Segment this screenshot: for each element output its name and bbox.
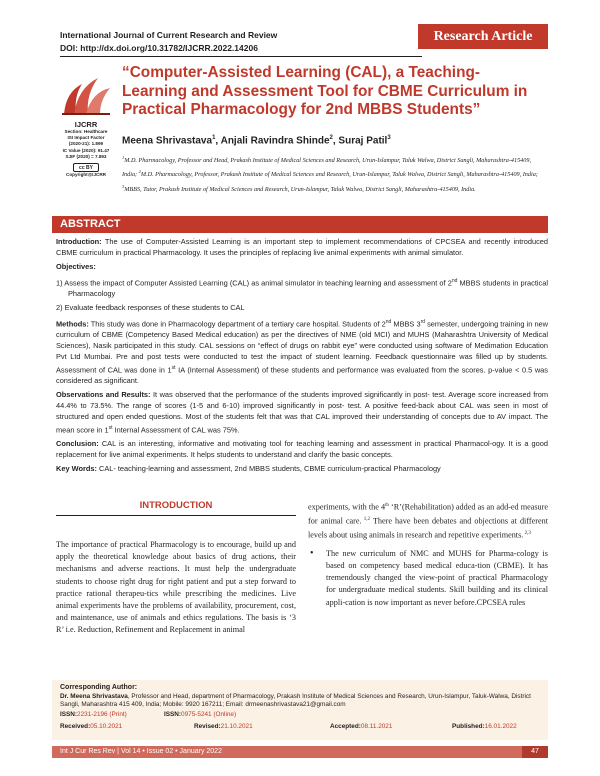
affiliation-mark: 1 <box>122 155 125 160</box>
objective-item <box>56 303 548 314</box>
author-name: Suraj Patil <box>338 135 388 147</box>
section-text: CAL is an interesting, informative and motivating tool for teaching learning and assessment in practical Pharmacol-ogy. It is a good replacement for live animal experiments. It helps students to understand and clarify the basic concepts. <box>56 439 548 460</box>
metric-line: SJIF (2020) = 7.893 <box>65 153 107 159</box>
abstract-keywords <box>56 464 548 475</box>
date-label: Accepted: <box>330 722 361 730</box>
section-label: Key Words: <box>56 464 97 474</box>
section-text: semester, undergoing training in new curriculum of CBME (Competency Based Medical education) as per the directives of NME (old MCI) and MUHS (Maharashtra University of Medical Sciences), Nasik participated in this study. CAL sessions on “effect of drugs on rabbit eye” were conducted using software of Medimation Education Pvt Ltd Mumbai. Pre and post tests were conducted to test the impact of student learning. Feedback questionnaire was filled up by students. Assessment of CAL was done in 1 <box>56 319 549 375</box>
abstract-body <box>56 237 548 478</box>
article-type-badge: Research Article <box>418 24 548 49</box>
journal-name: International Journal of Current Research and Review <box>60 30 278 40</box>
section-label: Objectives: <box>56 261 96 271</box>
citation-sup: 2,3 <box>523 530 531 536</box>
copyright-line: Copyright@IJCRR <box>66 172 106 178</box>
doi-link[interactable]: DOI: http://dx.doi.org/10.31782/IJCRR.2022.14206 <box>60 43 258 53</box>
ordinal-sup: st <box>108 425 113 431</box>
introduction-paragraph: The importance of practical Pharmacology is to encourage, build up and apply the theoretical knowledge about basics of drug actions, their mechanisms and adverse reactions. It must help the undergraduate students to choose right drug for right patient and put a step forward to practice rational therapeu-tics while prescribing the medicines. Live animal experiments have the problems of availability, procurement, cost, and maintenance, use of animals and ethics regulations. The basis is ‘3 R’ i.e. Reduction, Refinement and Replacement in animal <box>56 540 296 635</box>
abstract-heading: ABSTRACT <box>52 216 548 233</box>
abstract-results <box>56 390 548 436</box>
page-number: 47 <box>522 746 548 758</box>
issn-label: ISSN: <box>164 710 182 718</box>
objective-item <box>56 276 548 300</box>
introduction-continued <box>308 500 548 542</box>
affiliations <box>122 152 547 195</box>
author-separator: , <box>215 135 221 147</box>
ordinal-sup: nd <box>451 277 458 284</box>
ordinal-sup: th <box>385 503 389 508</box>
ordinal-sup: rd <box>420 318 426 325</box>
footer-citation: Int J Cur Res Rev | Vol 14 • Issue 02 • January 2022 <box>52 746 522 758</box>
section-label: Conclusion: <box>56 439 99 449</box>
affiliation-text: MBBS, Tutor, Prakash Institute of Medical Sciences and Research, Urun-Islampur, Taluk Walwa, District Sangli, Maharashtra-415409, India. <box>124 185 476 193</box>
date-label: Revised: <box>194 722 221 730</box>
body-text: There have been debates and objections at different levels about using animals in research and repetitive experiments. <box>308 516 549 540</box>
received-date: 05.10.2021 <box>90 722 123 730</box>
abstract-introduction <box>56 237 548 259</box>
introduction-left-column <box>56 500 296 637</box>
citation-sup: 1,2 <box>361 516 371 522</box>
section-text: The use of Computer-Assisted Learning is an important step to implement recommendations of CPCSEA and recently introduced CBME curriculum in practical Pharmacology. It uses the principles of replacing live animal experiments with animal simulator. <box>56 237 548 257</box>
introduction-heading: INTRODUCTION <box>139 500 213 511</box>
introduction-right-column <box>308 500 548 609</box>
author-name: Anjali Ravindra Shinde <box>220 135 330 147</box>
issn-label: ISSN: <box>60 710 78 718</box>
objective-text: 2) Evaluate feedback responses of these students to CAL <box>56 303 245 312</box>
affiliation-mark: 2 <box>138 169 141 175</box>
metric-line: Section: Healthcare <box>64 129 108 134</box>
published-date: 16.01.2022 <box>484 722 517 730</box>
section-label: Introduction: <box>56 237 102 246</box>
affiliation-mark: 1 <box>212 135 216 141</box>
date-label: Published: <box>452 722 485 730</box>
body-text: experiments, with the 4 <box>308 502 386 512</box>
dates-row <box>60 723 540 734</box>
introduction-divider <box>56 515 296 516</box>
objective-text: 1) Assess the impact of Computer Assisted Learning (CAL) as animal simulator in teaching learning and assessment of 2 <box>56 278 452 288</box>
affiliation-text: M.D. Pharmacology, Professor and Head, Prakash Institute of Medical Sciences and Research, Urun-Islampur, Taluk Walwa, District Sangli, Maharashtra-415409, India; <box>122 157 531 179</box>
corresponding-label: Corresponding Author: <box>60 684 138 691</box>
corresponding-author-details: , Professor and Head, department of Pharmacology, Prakash Institute of Medical Sciences and Research, Urun-Islampur, Taluk-Walwa, District Sangli, Maharashtra 415 409, India; Mobile: 9920 167211; Email: drmeenashrivastava21@gmail.com <box>60 692 531 709</box>
section-text: This study was done in Pharmacology department of a tertiary care hospital. Students of 2 <box>88 319 386 329</box>
corresponding-author-name: Dr. Meena Shrivastava <box>60 692 128 700</box>
issn-row <box>60 711 540 722</box>
header-divider <box>60 56 422 57</box>
issn-print: 2231-2196 (Print) <box>77 710 127 718</box>
article-title: “Computer-Assisted Learning (CAL), a Teaching-Learning and Assessment Tool for CBME Curriculum in Practical Pharmacology for 2nd MBBS Students” <box>122 64 528 118</box>
section-text: It was observed that the performance of the students improved significantly in post- test. Average score increased from 44.4% to 73.5%. The range of scores (1-5 and 6-10) improved significantly in post- test. A positive feed-back about CAL was seen in most of structured and open ended questions. Most of the students felt that was that CAL improved their understanding of concepts due to AV impact. The mean score in 1 <box>56 390 549 435</box>
abstract-objectives <box>56 262 548 273</box>
metric-line: ISI Impact Factor <box>67 135 105 141</box>
ordinal-sup: st <box>171 365 176 371</box>
revised-date: 21.10.2021 <box>220 722 253 730</box>
issn-online: 0975-5241 (Online) <box>181 710 237 718</box>
creative-commons-icon: cc BY <box>73 163 99 172</box>
affiliation-mark: 3 <box>387 135 391 141</box>
corresponding-author-box <box>52 680 548 740</box>
section-text: IA (Internal Assessment) of these students and performance was evaluated from the scores. p-value < 0.5 was considered as significant. <box>56 365 548 386</box>
author-name: Meena Shrivastava <box>122 135 213 147</box>
metric-line: (2020-21): 1.899 <box>68 141 104 147</box>
bullet-item: • The new curriculum of NMC and MUHS for Pharma-cology is based on competency based medical educa-tion (CBME). It has tremendously changed the view-point of practical Pharmacology for undergraduate medical students. Skill building and its clinical appli-cation is now important as never before.CPCSEA rules <box>308 548 548 609</box>
affiliation-mark: 2 <box>329 135 333 141</box>
objective-text: MBBS students in practical Pharmacology <box>68 278 548 299</box>
abstract-conclusion <box>56 439 548 461</box>
abstract-methods <box>56 317 548 387</box>
body-text: ‘R’(Rehabilitation) added as an add-ed measure for animal care. <box>308 502 548 526</box>
author-separator: , <box>332 135 339 147</box>
author-list <box>122 135 391 146</box>
affiliation-text: M.D. Pharmacology, Professor, Prakash Institute of Medical Sciences and Research, Urun-Islampur, Taluk Walwa, District Sangli, Maharashtra-415409, India; <box>140 171 538 179</box>
date-label: Received: <box>60 722 91 730</box>
journal-brand: IJCRR <box>74 120 98 129</box>
section-text: Internal Assessment of CAL was 75%. <box>112 425 240 435</box>
affiliation-mark: 3 <box>122 183 125 189</box>
section-label: Observations and Results: <box>56 390 151 400</box>
section-text: MBBS 3 <box>391 319 421 329</box>
ijcrr-logo-icon <box>60 74 112 116</box>
ordinal-sup: nd <box>385 318 392 325</box>
section-label: Methods: <box>56 319 89 329</box>
accepted-date: 08.11.2021 <box>360 722 393 730</box>
journal-metrics <box>56 120 116 178</box>
corresponding-details <box>60 693 540 710</box>
metric-line: IC Value (2020): 91.47 <box>62 147 110 153</box>
section-text: CAL- teaching-learning and assessment, 2nd MBBS students, CBME curriculum-practical Pharmacology <box>96 464 441 474</box>
